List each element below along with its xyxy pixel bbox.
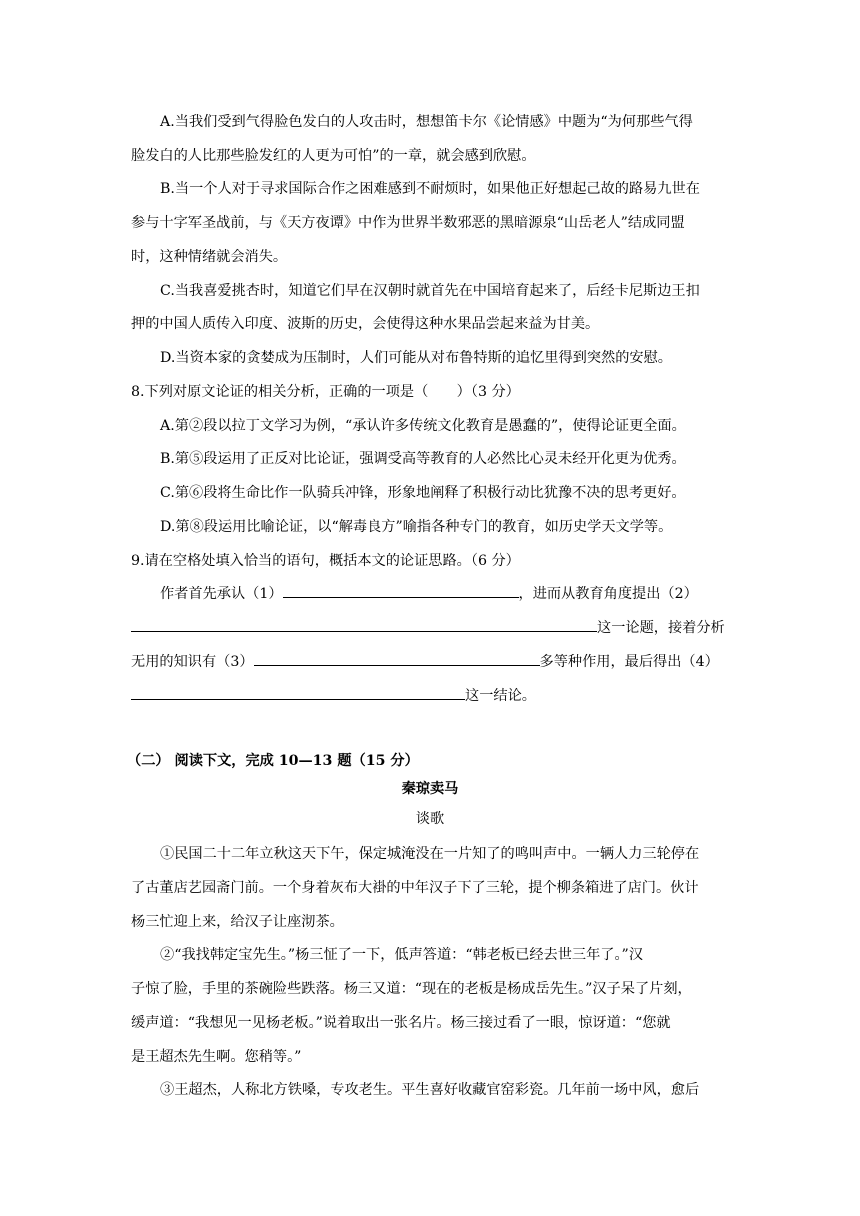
q9-line1-end: ，进而从教育角度提出（2）: [518, 586, 698, 602]
para3-line1: ③王超杰，人称北方铁嗓，专攻老生。平生喜好收藏官窑彩瓷。几年前一场中风，愈后: [160, 1082, 700, 1098]
story-author: 谈歌: [415, 811, 445, 827]
q9-line4-end: 这一结论。: [465, 688, 536, 704]
q9-blank-1[interactable]: [283, 580, 519, 598]
q7-option-a-line2: 脸发白的人比那些脸发红的人更为可怕”的一章，就会感到欣慰。: [131, 148, 536, 164]
para1-line1: ①民国二十二年立秋这天下午，保定城淹没在一片知了的鸣叫声中。一辆人力三轮停在: [160, 846, 700, 862]
q7-option-b-line2: 参与十字军圣战前，与《天方夜谭》中作为世界半数邪恶的黑暗源泉“山岳老人”结成同盟: [131, 215, 685, 231]
q9-line1: [160, 577, 698, 611]
para1-line2: 了古董店艺园斋门前。一个身着灰布大褂的中年汉子下了三轮，提个柳条箱进了店门。伙计: [131, 880, 699, 896]
q8-option-d: D.第⑧段运用比喻论证，以“解毒良方”喻指各种专门的教育，如历史学天文学等。: [160, 519, 673, 535]
q7-option-b-line3: 时，这种情绪就会消失。: [131, 249, 288, 265]
q9-blank-4[interactable]: [131, 682, 465, 700]
q9-blank-3[interactable]: [254, 648, 540, 666]
para2-line4: 是王超杰先生啊。您稍等。”: [131, 1049, 302, 1065]
q9-line3-end: 多等种作用，最后得出（4）: [539, 654, 719, 670]
q7-option-c-line1: C.当我喜爱挑杏时，知道它们早在汉朝时就首先在中国培育起来了，后经卡尼斯边王扣: [160, 283, 700, 299]
q7-option-a-line1: A.当我们受到气得脸色发白的人攻击时，想想笛卡尔《论情感》中题为“为何那些气得: [160, 114, 693, 130]
para2-line2: 子惊了脸，手里的茶碗险些跌落。杨三又道：“现在的老板是杨成岳先生。”汉子呆了片刻，: [131, 981, 692, 997]
q9-line1-start: 作者首先承认（1）: [160, 586, 283, 602]
q9-line2: [131, 611, 725, 645]
q9-line2-end: 这一论题，接着分析: [597, 620, 725, 636]
q7-option-b-line1: B.当一个人对于寻求国际合作之困难感到不耐烦时，如果他正好想起己故的路易九世在: [160, 181, 700, 197]
q8-option-a: A.第②段以拉丁文学习为例，“承认许多传统文化教育是愚蠢的”，使得论证更全面。: [160, 418, 686, 434]
para2-line3: 缓声道：“我想见一见杨老板。”说着取出一张名片。杨三接过看了一眼，惊讶道：“您就: [131, 1015, 671, 1031]
q9-line4: [131, 679, 536, 713]
q8-option-c: C.第⑥段将生命比作一队骑兵冲锋，形象地阐释了积极行动比犹豫不决的思考更好。: [160, 485, 686, 501]
story-title: 秦琼卖马: [401, 781, 459, 797]
para1-line3: 杨三忙迎上来，给汉子让座沏茶。: [131, 914, 344, 930]
section-heading: （二） 阅读下文，完成 10—13 题（15 分）: [127, 753, 419, 769]
q9-line3-start: 无用的知识有（3）: [131, 654, 254, 670]
q7-option-c-line2: 押的中国人质传入印度、波斯的历史，会使得这种水果品尝起来益为甘美。: [131, 316, 600, 332]
q8-stem: 8.下列对原文论证的相关分析，正确的一项是（ ）（3 分）: [131, 384, 520, 400]
q8-option-b: B.第⑤段运用了正反对比论证，强调受高等教育的人必然比心灵未经开化更为优秀。: [160, 451, 686, 467]
para2-line1: ②“我找韩定宝先生。”杨三怔了一下，低声答道：“韩老板已经去世三年了。”汉: [160, 947, 644, 963]
q7-option-d: D.当资本家的贪婪成为压制时，人们可能从对布鲁特斯的追忆里得到突然的安慰。: [160, 350, 672, 366]
q9-stem: 9.请在空格处填入恰当的语句，概括本文的论证思路。（6 分）: [131, 553, 520, 569]
q9-blank-2[interactable]: [131, 614, 597, 632]
q9-line3: [131, 645, 719, 679]
